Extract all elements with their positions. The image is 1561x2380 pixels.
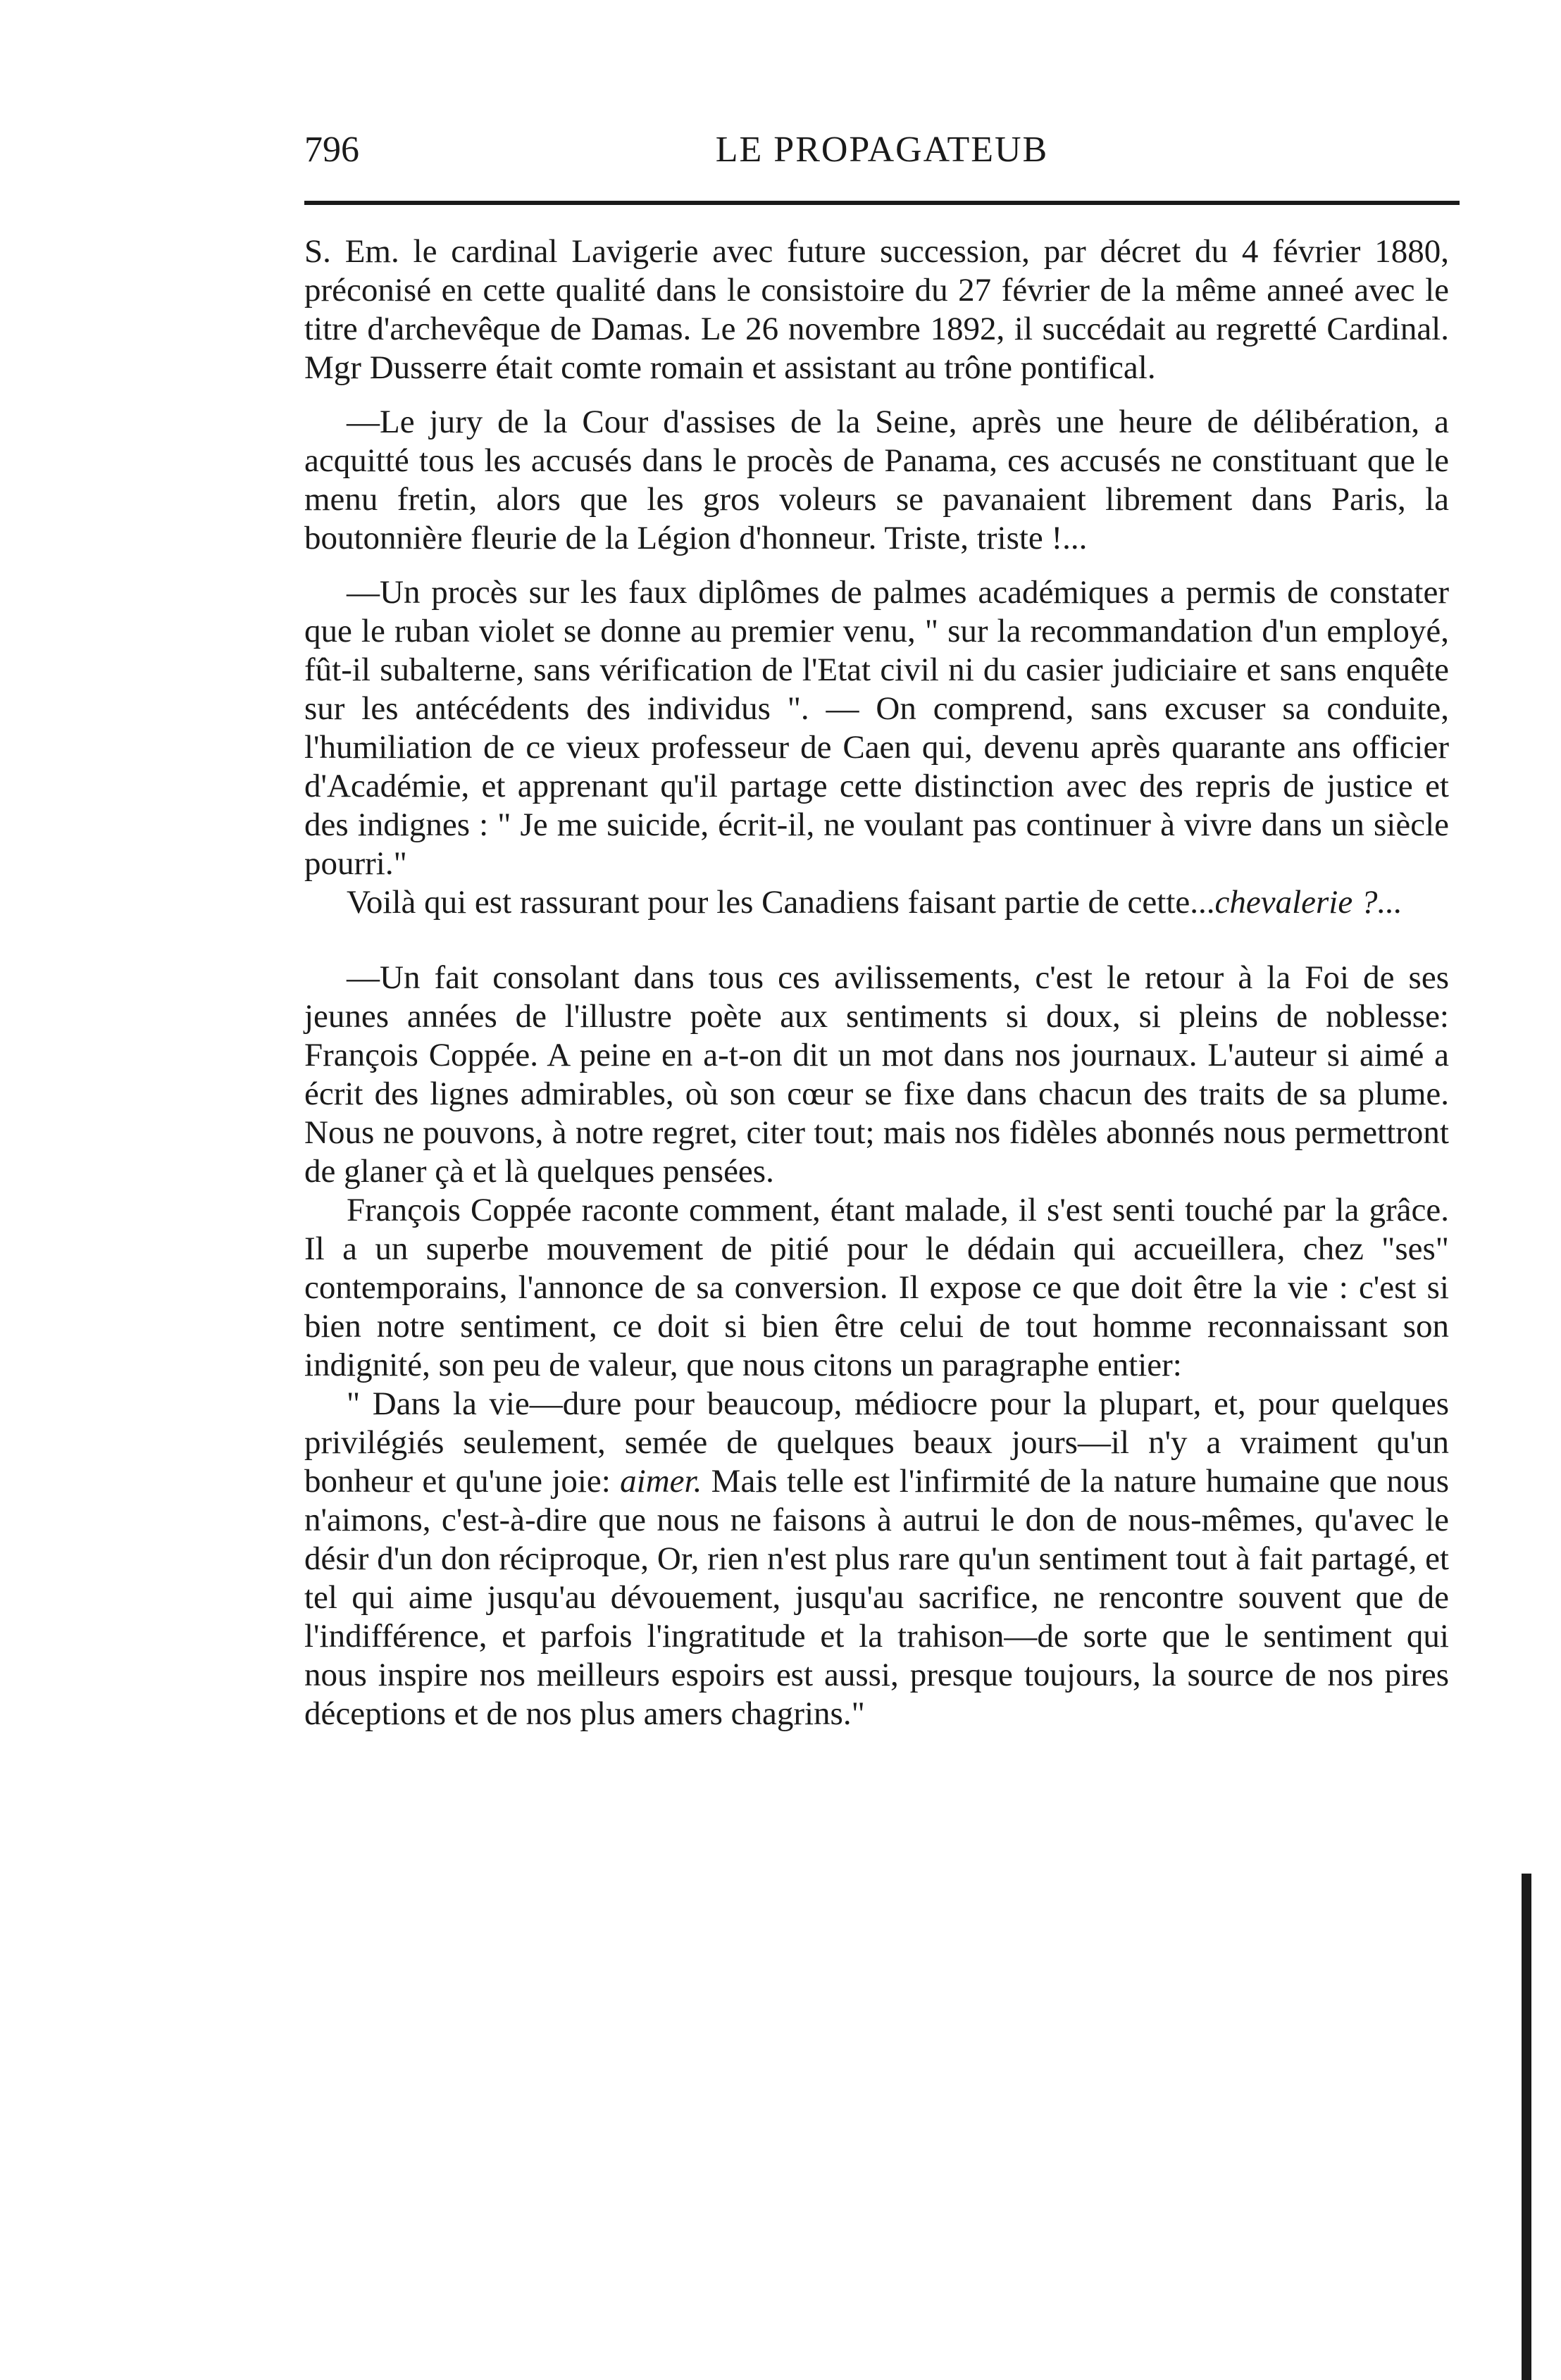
paragraph-chevalerie (304, 883, 1449, 922)
page-edge-bar (1522, 1874, 1531, 2380)
quote-part-b: Mais telle est l'infirmité de la nature humaine que nous n'aimons, c'est-à-dire que nous ne faisons à autrui le don de nous-mêmes, qu'avec le désir d'un don réciproque, Or, rien n'est plus rare qu'un sentiment tout à fait partagé, et tel qui aime jusqu'au dévouement, jusqu'au sacrifice, ne rencontre souvent que de l'indifférence, et parfois l'ingratitude et la trahison—de sorte que le sentiment qui nous inspire nos meilleurs espoirs est aussi, presque toujours, la source de nos pires déceptions et de nos plus amers chagrins." (304, 1463, 1449, 1732)
paragraph-panama: —Le jury de la Cour d'assises de la Seine, après une heure de délibération, a acquitté tous les accusés dans le procès de Panama, ces accusés ne constituant que le menu fretin, alors que les gros voleurs se pavanaient librement dans Paris, la boutonnière fleurie de la Légion d'honneur. Triste, triste !... (304, 404, 1449, 556)
quote-italic-word: aimer. (620, 1463, 702, 1500)
paragraph-coppee: —Un fait consolant dans tous ces avilissements, c'est le retour à la Foi de ses jeunes années de l'illustre poète aux sentiments si doux, si pleins de noblesse: François Coppée. A peine en a-t-on dit un mot dans nos journaux. L'auteur si aimé a écrit des lignes admirables, où son cœur se fixe dans chacun des traits de sa plume. Nous ne pouvons, à notre regret, citer tout; mais nos fidèles abonnés nous permettront de glaner çà et là quelques pensées. (304, 959, 1449, 1190)
chevalerie-text: Voilà qui est rassurant pour les Canadiens faisant partie de cette... (347, 884, 1215, 921)
paragraph-quote (304, 1385, 1449, 1733)
page-body (304, 232, 1449, 1749)
running-title: LE PROPAGATEUB (715, 130, 1049, 170)
header-rule (304, 201, 1460, 205)
chevalerie-italic: chevalerie ?... (1214, 884, 1403, 921)
quote-part-a: " Dans la vie—dure pour beaucoup, médiocre pour la plupart, et, pour quelques privilégiés seulement, semée de quelques beaux jours—il n'y a vraiment qu'un bonheur et qu'une joie: (304, 1385, 1449, 1500)
page-number: 796 (304, 130, 359, 170)
paragraph-coppee-conversion: François Coppée raconte comment, étant malade, il s'est senti touché par la grâce. Il a un superbe mouvement de pitié pour le dédain qui accueillera, chez "ses" contemporains, l'annonce de sa conversion. Il expose ce que doit être la vie : c'est si bien notre sentiment, ce doit si bien être celui de tout homme reconnaissant son indignité, son peu de valeur, que nous citons un paragraphe entier: (304, 1192, 1449, 1383)
page-header (304, 125, 1460, 175)
paragraph-palmes: —Un procès sur les faux diplômes de palmes académiques a permis de constater que le ruban violet se donne au premier venu, " sur la recommandation d'un employé, fût-il subalterne, sans vérification de l'Etat civil ni du casier judiciaire et sans enquête sur les antécédents des individus ". — On comprend, sans excuser sa conduite, l'humiliation de ce vieux professeur de Caen qui, devenu après quarante ans officier d'Académie, et apprenant qu'il partage cette distinction avec des repris de justice et des indignes : " Je me suicide, écrit-il, ne voulant pas continuer à vivre dans un siècle pourri." (304, 574, 1449, 882)
paragraph-lavigerie: S. Em. le cardinal Lavigerie avec future succession, par décret du 4 février 1880, préconisé en cette qualité dans le consistoire du 27 février de la même anneé avec le titre d'archevêque de Damas. Le 26 novembre 1892, il succédait au regretté Cardinal. Mgr Dusserre était comte romain et assistant au trône pontifical. (304, 233, 1449, 386)
